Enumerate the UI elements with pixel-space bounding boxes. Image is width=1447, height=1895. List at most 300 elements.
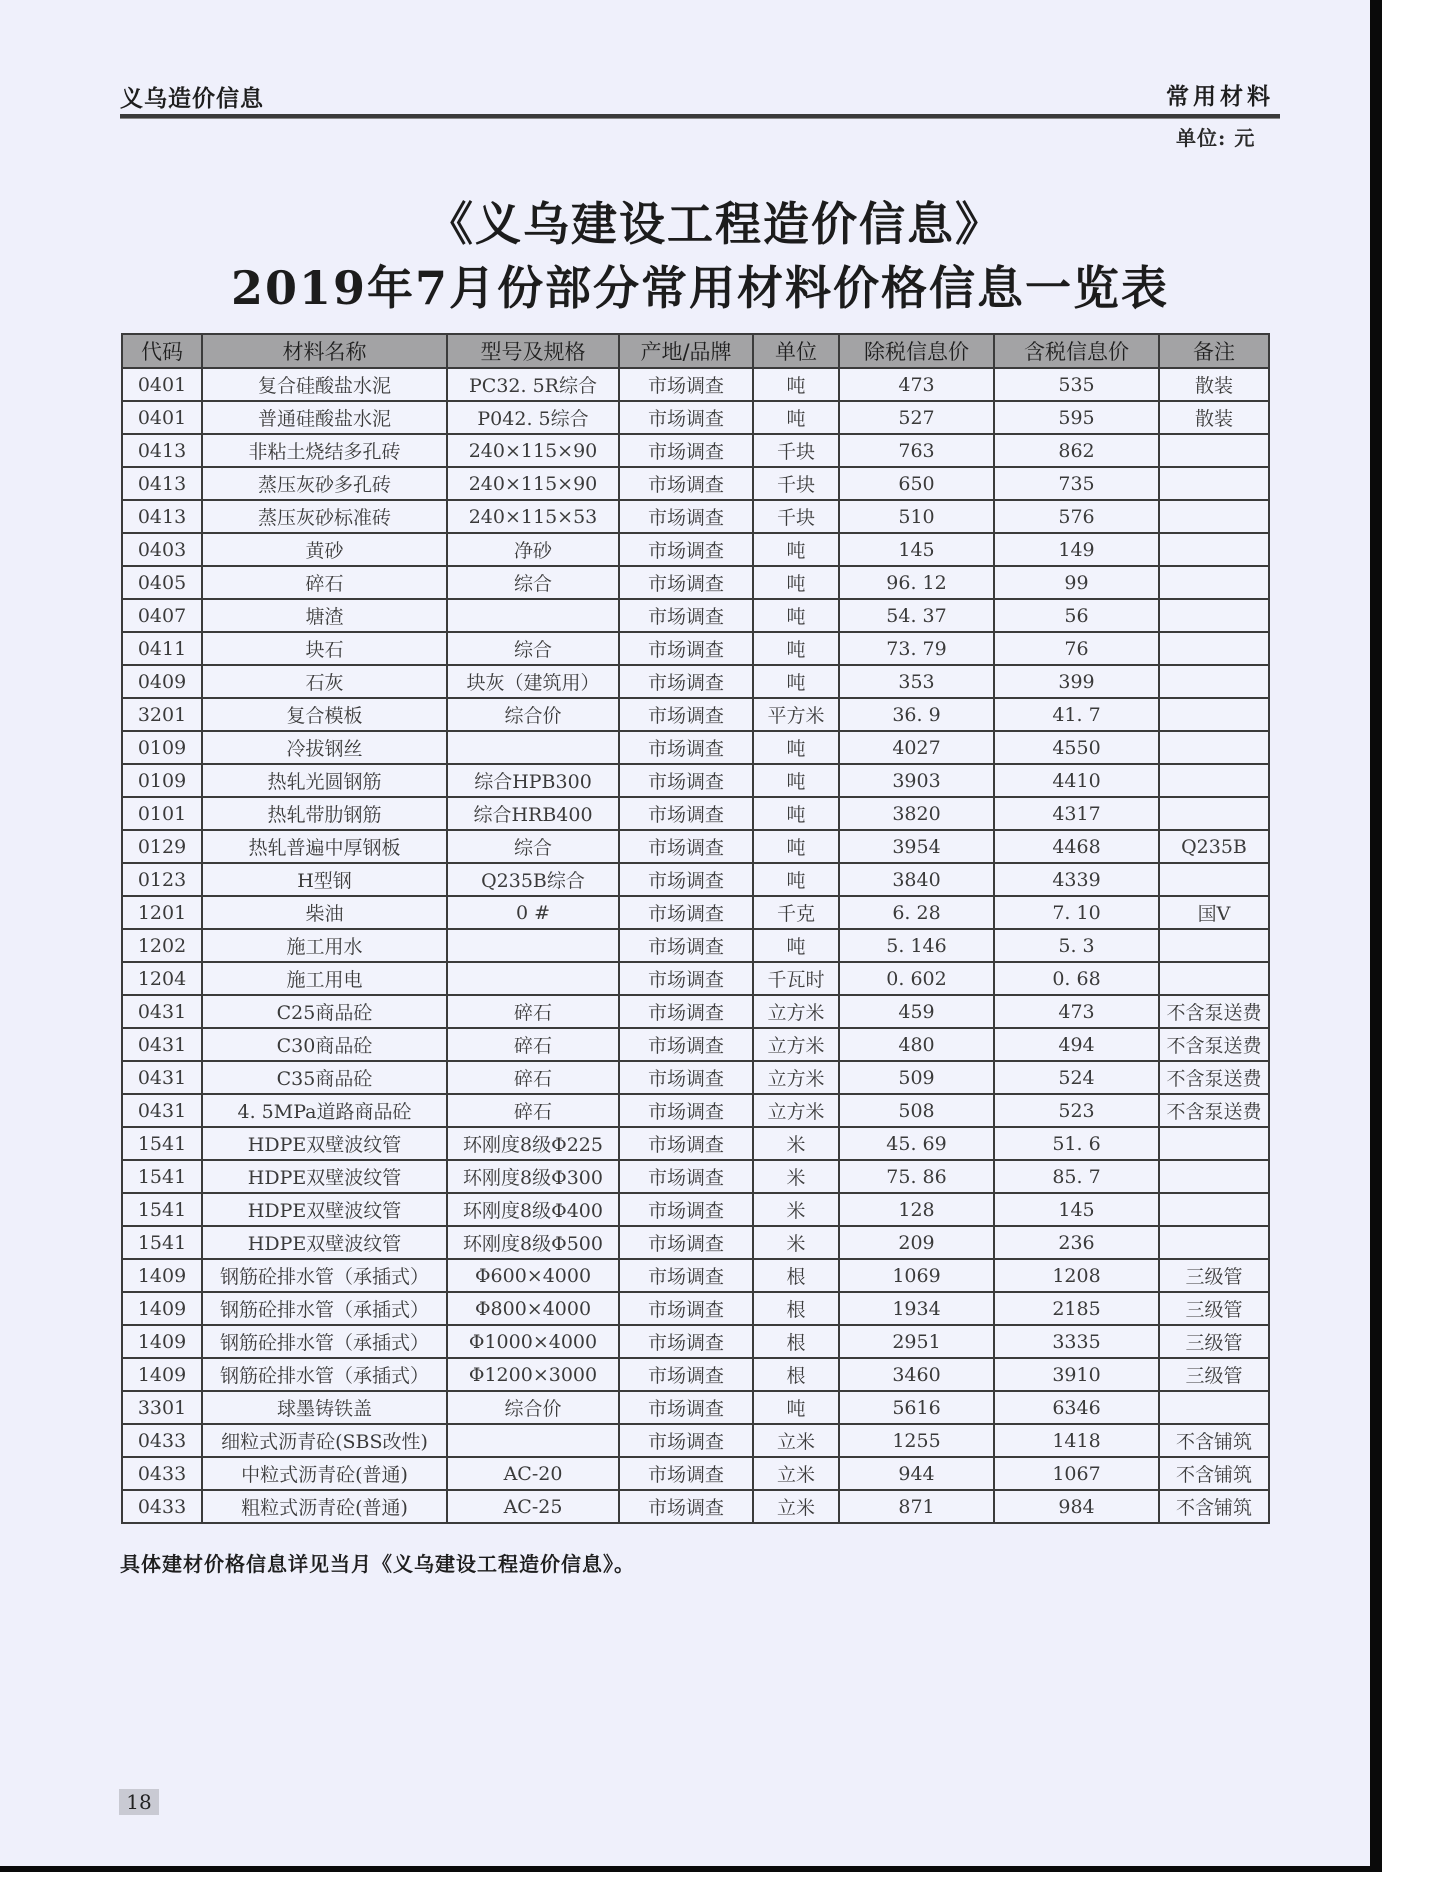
cell-origin: 市场调查 [619,1424,753,1457]
cell-price-ex-tax: 480 [839,1028,994,1061]
cell-code: 0109 [122,731,202,764]
column-header-spec: 型号及规格 [447,334,619,368]
cell-price-inc-tax: 3335 [994,1325,1159,1358]
cell-price-ex-tax: 763 [839,434,994,467]
cell-unit: 千块 [753,467,839,500]
table-row [122,1358,1269,1391]
cell-price-inc-tax: 2185 [994,1292,1159,1325]
cell-origin: 市场调查 [619,995,753,1028]
cell-price-ex-tax: 209 [839,1226,994,1259]
cell-unit: 吨 [753,863,839,896]
cell-spec: 环刚度8级Φ300 [447,1160,619,1193]
cell-spec [447,929,619,962]
cell-price-inc-tax: 535 [994,368,1159,401]
cell-price-inc-tax: 4410 [994,764,1159,797]
cell-unit: 千瓦时 [753,962,839,995]
cell-remark [1159,566,1269,599]
cell-remark [1159,665,1269,698]
cell-code: 0433 [122,1490,202,1523]
cell-material-name: 蒸压灰砂多孔砖 [202,467,447,500]
cell-material-name: C25商品砼 [202,995,447,1028]
cell-unit: 吨 [753,665,839,698]
cell-price-inc-tax: 4317 [994,797,1159,830]
running-head-section: 常用材料 [1166,84,1274,110]
cell-origin: 市场调查 [619,434,753,467]
cell-origin: 市场调查 [619,1028,753,1061]
cell-origin: 市场调查 [619,797,753,830]
cell-spec: 综合 [447,830,619,863]
cell-price-inc-tax: 6346 [994,1391,1159,1424]
cell-price-inc-tax: 5. 3 [994,929,1159,962]
cell-price-inc-tax: 595 [994,401,1159,434]
cell-origin: 市场调查 [619,632,753,665]
cell-price-ex-tax: 353 [839,665,994,698]
cell-spec: 碎石 [447,1061,619,1094]
cell-remark [1159,1391,1269,1424]
column-header-unit: 单位 [753,334,839,368]
column-header-remark: 备注 [1159,334,1269,368]
cell-price-ex-tax: 96. 12 [839,566,994,599]
cell-code: 1541 [122,1160,202,1193]
cell-price-ex-tax: 0. 602 [839,962,994,995]
cell-price-inc-tax: 236 [994,1226,1159,1259]
page-number: 18 [119,1789,159,1815]
cell-material-name: 细粒式沥青砼(SBS改性) [202,1424,447,1457]
table-row [122,1490,1269,1523]
cell-remark: 不含铺筑 [1159,1457,1269,1490]
table-row [122,1160,1269,1193]
cell-origin: 市场调查 [619,1193,753,1226]
material-price-table [121,333,1270,1524]
table-row [122,467,1269,500]
cell-code: 1409 [122,1259,202,1292]
cell-material-name: 热轧光圆钢筋 [202,764,447,797]
cell-price-ex-tax: 54. 37 [839,599,994,632]
cell-spec: 环刚度8级Φ400 [447,1193,619,1226]
cell-price-ex-tax: 527 [839,401,994,434]
cell-price-ex-tax: 5. 146 [839,929,994,962]
cell-material-name: H型钢 [202,863,447,896]
cell-unit: 吨 [753,401,839,434]
cell-material-name: 钢筋砼排水管（承插式） [202,1358,447,1391]
cell-price-inc-tax: 1067 [994,1457,1159,1490]
cell-origin: 市场调查 [619,929,753,962]
cell-unit: 立方米 [753,1028,839,1061]
cell-spec: 综合价 [447,698,619,731]
cell-spec: 净砂 [447,533,619,566]
cell-price-ex-tax: 509 [839,1061,994,1094]
cell-spec [447,731,619,764]
cell-price-inc-tax: 494 [994,1028,1159,1061]
cell-origin: 市场调查 [619,1061,753,1094]
cell-remark [1159,599,1269,632]
cell-code: 0413 [122,434,202,467]
cell-remark: 三级管 [1159,1325,1269,1358]
cell-price-ex-tax: 1934 [839,1292,994,1325]
cell-remark [1159,1226,1269,1259]
cell-origin: 市场调查 [619,1325,753,1358]
cell-unit: 米 [753,1226,839,1259]
cell-unit: 根 [753,1259,839,1292]
page-title-line-2: 2019年7月份部分常用材料价格信息一览表 [230,261,1170,315]
cell-spec: 碎石 [447,1094,619,1127]
footnote: 具体建材价格信息详见当月《义乌建设工程造价信息》。 [120,1552,635,1576]
cell-price-inc-tax: 41. 7 [994,698,1159,731]
cell-unit: 吨 [753,830,839,863]
cell-remark: 三级管 [1159,1259,1269,1292]
cell-price-ex-tax: 871 [839,1490,994,1523]
cell-remark [1159,929,1269,962]
cell-spec: Φ600×4000 [447,1259,619,1292]
cell-unit: 立米 [753,1424,839,1457]
cell-price-inc-tax: 862 [994,434,1159,467]
cell-price-ex-tax: 73. 79 [839,632,994,665]
cell-spec: 块灰（建筑用） [447,665,619,698]
cell-origin: 市场调查 [619,533,753,566]
cell-origin: 市场调查 [619,1094,753,1127]
cell-price-ex-tax: 3840 [839,863,994,896]
cell-spec: 环刚度8级Φ500 [447,1226,619,1259]
cell-material-name: 块石 [202,632,447,665]
cell-price-inc-tax: 76 [994,632,1159,665]
cell-remark [1159,434,1269,467]
cell-unit: 千块 [753,500,839,533]
cell-code: 1202 [122,929,202,962]
cell-remark [1159,797,1269,830]
cell-price-inc-tax: 473 [994,995,1159,1028]
cell-origin: 市场调查 [619,1259,753,1292]
cell-price-ex-tax: 1255 [839,1424,994,1457]
cell-price-ex-tax: 508 [839,1094,994,1127]
table-row [122,929,1269,962]
cell-price-ex-tax: 128 [839,1193,994,1226]
cell-spec: 环刚度8级Φ225 [447,1127,619,1160]
table-row [122,566,1269,599]
table-row [122,434,1269,467]
cell-unit: 千块 [753,434,839,467]
cell-remark: 散装 [1159,401,1269,434]
cell-origin: 市场调查 [619,962,753,995]
cell-code: 0433 [122,1457,202,1490]
cell-unit: 吨 [753,533,839,566]
cell-price-inc-tax: 399 [994,665,1159,698]
table-body [122,368,1269,1523]
cell-code: 0405 [122,566,202,599]
cell-origin: 市场调查 [619,599,753,632]
cell-code: 3201 [122,698,202,731]
cell-code: 0123 [122,863,202,896]
cell-remark [1159,1160,1269,1193]
cell-remark [1159,962,1269,995]
cell-material-name: HDPE双壁波纹管 [202,1226,447,1259]
cell-spec: 综合 [447,632,619,665]
cell-code: 1409 [122,1325,202,1358]
table-row [122,665,1269,698]
cell-remark: Q235B [1159,830,1269,863]
cell-origin: 市场调查 [619,764,753,797]
cell-material-name: 钢筋砼排水管（承插式） [202,1325,447,1358]
cell-origin: 市场调查 [619,698,753,731]
cell-price-ex-tax: 473 [839,368,994,401]
cell-unit: 吨 [753,764,839,797]
table-row [122,1094,1269,1127]
cell-remark: 不含铺筑 [1159,1424,1269,1457]
cell-material-name: HDPE双壁波纹管 [202,1193,447,1226]
cell-unit: 立方米 [753,995,839,1028]
table-row [122,731,1269,764]
cell-price-inc-tax: 3910 [994,1358,1159,1391]
column-header-price-ex-tax: 除税信息价 [839,334,994,368]
cell-material-name: HDPE双壁波纹管 [202,1160,447,1193]
cell-price-ex-tax: 510 [839,500,994,533]
cell-origin: 市场调查 [619,1490,753,1523]
cell-price-ex-tax: 4027 [839,731,994,764]
cell-origin: 市场调查 [619,1391,753,1424]
table-row [122,830,1269,863]
cell-material-name: 复合模板 [202,698,447,731]
cell-price-ex-tax: 650 [839,467,994,500]
cell-origin: 市场调查 [619,863,753,896]
cell-price-ex-tax: 3460 [839,1358,994,1391]
cell-code: 0413 [122,500,202,533]
cell-spec: 综合 [447,566,619,599]
header-rule-divider [120,114,1280,119]
cell-material-name: 柴油 [202,896,447,929]
cell-remark [1159,698,1269,731]
table-row [122,1193,1269,1226]
cell-material-name: 石灰 [202,665,447,698]
cell-price-ex-tax: 5616 [839,1391,994,1424]
table-row [122,1028,1269,1061]
cell-unit: 吨 [753,797,839,830]
cell-code: 0407 [122,599,202,632]
table-row [122,698,1269,731]
cell-origin: 市场调查 [619,1358,753,1391]
cell-unit: 根 [753,1292,839,1325]
cell-code: 0401 [122,401,202,434]
table-row [122,1457,1269,1490]
cell-remark: 三级管 [1159,1292,1269,1325]
cell-code: 1409 [122,1358,202,1391]
cell-spec: P042. 5综合 [447,401,619,434]
cell-remark: 不含铺筑 [1159,1490,1269,1523]
cell-origin: 市场调查 [619,500,753,533]
cell-remark: 不含泵送费 [1159,1094,1269,1127]
cell-origin: 市场调查 [619,1292,753,1325]
cell-unit: 吨 [753,368,839,401]
cell-price-inc-tax: 576 [994,500,1159,533]
table-row [122,764,1269,797]
cell-price-inc-tax: 149 [994,533,1159,566]
cell-remark [1159,731,1269,764]
cell-spec: 240×115×53 [447,500,619,533]
cell-unit: 千克 [753,896,839,929]
column-header-name: 材料名称 [202,334,447,368]
cell-material-name: 中粒式沥青砼(普通) [202,1457,447,1490]
cell-unit: 吨 [753,599,839,632]
table-row [122,1292,1269,1325]
table-row [122,962,1269,995]
cell-price-ex-tax: 45. 69 [839,1127,994,1160]
cell-spec [447,1424,619,1457]
cell-spec: 碎石 [447,995,619,1028]
cell-code: 0431 [122,1094,202,1127]
cell-price-inc-tax: 1208 [994,1259,1159,1292]
cell-code: 0409 [122,665,202,698]
cell-material-name: 普通硅酸盐水泥 [202,401,447,434]
cell-unit: 吨 [753,566,839,599]
cell-origin: 市场调查 [619,731,753,764]
cell-price-inc-tax: 4550 [994,731,1159,764]
cell-unit: 平方米 [753,698,839,731]
cell-price-ex-tax: 145 [839,533,994,566]
cell-price-inc-tax: 51. 6 [994,1127,1159,1160]
cell-spec: PC32. 5R综合 [447,368,619,401]
cell-remark [1159,863,1269,896]
cell-code: 0129 [122,830,202,863]
table-row [122,1226,1269,1259]
cell-material-name: 施工用水 [202,929,447,962]
cell-remark [1159,1193,1269,1226]
cell-code: 1204 [122,962,202,995]
cell-material-name: 非粘土烧结多孔砖 [202,434,447,467]
table-row [122,797,1269,830]
cell-material-name: C30商品砼 [202,1028,447,1061]
cell-material-name: 塘渣 [202,599,447,632]
table-row [122,1259,1269,1292]
cell-material-name: 施工用电 [202,962,447,995]
table-header-row [122,334,1269,368]
cell-code: 1541 [122,1127,202,1160]
page-title-line-1: 《义乌建设工程造价信息》 [427,197,1003,251]
cell-origin: 市场调查 [619,1226,753,1259]
table-row [122,896,1269,929]
column-header-origin: 产地/品牌 [619,334,753,368]
cell-unit: 吨 [753,731,839,764]
table-row [122,1127,1269,1160]
cell-spec: 0 # [447,896,619,929]
cell-remark: 不含泵送费 [1159,995,1269,1028]
cell-unit: 吨 [753,632,839,665]
cell-price-ex-tax: 2951 [839,1325,994,1358]
cell-origin: 市场调查 [619,1457,753,1490]
table-row [122,599,1269,632]
cell-origin: 市场调查 [619,368,753,401]
cell-unit: 米 [753,1193,839,1226]
cell-origin: 市场调查 [619,467,753,500]
table-row [122,1424,1269,1457]
cell-remark: 不含泵送费 [1159,1061,1269,1094]
cell-remark [1159,764,1269,797]
cell-material-name: HDPE双壁波纹管 [202,1127,447,1160]
cell-unit: 根 [753,1358,839,1391]
cell-spec: 240×115×90 [447,467,619,500]
cell-price-ex-tax: 3954 [839,830,994,863]
cell-origin: 市场调查 [619,1160,753,1193]
cell-material-name: 粗粒式沥青砼(普通) [202,1490,447,1523]
cell-code: 1409 [122,1292,202,1325]
cell-code: 0431 [122,995,202,1028]
cell-spec: 碎石 [447,1028,619,1061]
cell-unit: 米 [753,1160,839,1193]
cell-origin: 市场调查 [619,566,753,599]
table-row [122,863,1269,896]
running-head-publication: 义乌造价信息 [120,86,264,112]
table-row [122,1325,1269,1358]
cell-material-name: 热轧普遍中厚钢板 [202,830,447,863]
cell-price-inc-tax: 4339 [994,863,1159,896]
table-row [122,533,1269,566]
cell-price-inc-tax: 56 [994,599,1159,632]
cell-spec: AC-20 [447,1457,619,1490]
cell-material-name: 复合硅酸盐水泥 [202,368,447,401]
cell-unit: 米 [753,1127,839,1160]
cell-spec: 综合HPB300 [447,764,619,797]
cell-code: 0431 [122,1028,202,1061]
cell-code: 1201 [122,896,202,929]
cell-code: 0411 [122,632,202,665]
cell-code: 0403 [122,533,202,566]
cell-unit: 立米 [753,1490,839,1523]
cell-unit: 吨 [753,1391,839,1424]
cell-material-name: C35商品砼 [202,1061,447,1094]
cell-spec: 综合HRB400 [447,797,619,830]
cell-unit: 立方米 [753,1061,839,1094]
cell-spec [447,962,619,995]
cell-code: 0413 [122,467,202,500]
table-row [122,1391,1269,1424]
cell-material-name: 蒸压灰砂标准砖 [202,500,447,533]
cell-material-name: 4. 5MPa道路商品砼 [202,1094,447,1127]
cell-code: 1541 [122,1226,202,1259]
cell-material-name: 冷拔钢丝 [202,731,447,764]
cell-remark [1159,632,1269,665]
cell-origin: 市场调查 [619,401,753,434]
cell-price-ex-tax: 944 [839,1457,994,1490]
cell-unit: 立方米 [753,1094,839,1127]
cell-material-name: 钢筋砼排水管（承插式） [202,1259,447,1292]
cell-price-inc-tax: 524 [994,1061,1159,1094]
cell-unit: 根 [753,1325,839,1358]
cell-price-ex-tax: 6. 28 [839,896,994,929]
cell-unit: 立米 [753,1457,839,1490]
table-row [122,368,1269,401]
table-row [122,995,1269,1028]
cell-price-ex-tax: 1069 [839,1259,994,1292]
cell-code: 0401 [122,368,202,401]
cell-price-ex-tax: 459 [839,995,994,1028]
cell-price-inc-tax: 0. 68 [994,962,1159,995]
cell-code: 0431 [122,1061,202,1094]
cell-material-name: 黄砂 [202,533,447,566]
cell-price-inc-tax: 99 [994,566,1159,599]
column-header-price-inc-tax: 含税信息价 [994,334,1159,368]
cell-spec: 240×115×90 [447,434,619,467]
table-row [122,401,1269,434]
cell-price-inc-tax: 735 [994,467,1159,500]
table-row [122,1061,1269,1094]
cell-code: 0433 [122,1424,202,1457]
cell-remark: 国V [1159,896,1269,929]
cell-price-inc-tax: 145 [994,1193,1159,1226]
cell-code: 0109 [122,764,202,797]
cell-price-inc-tax: 85. 7 [994,1160,1159,1193]
cell-spec: Φ1200×3000 [447,1358,619,1391]
cell-spec: 综合价 [447,1391,619,1424]
cell-price-inc-tax: 4468 [994,830,1159,863]
cell-origin: 市场调查 [619,830,753,863]
cell-code: 0101 [122,797,202,830]
